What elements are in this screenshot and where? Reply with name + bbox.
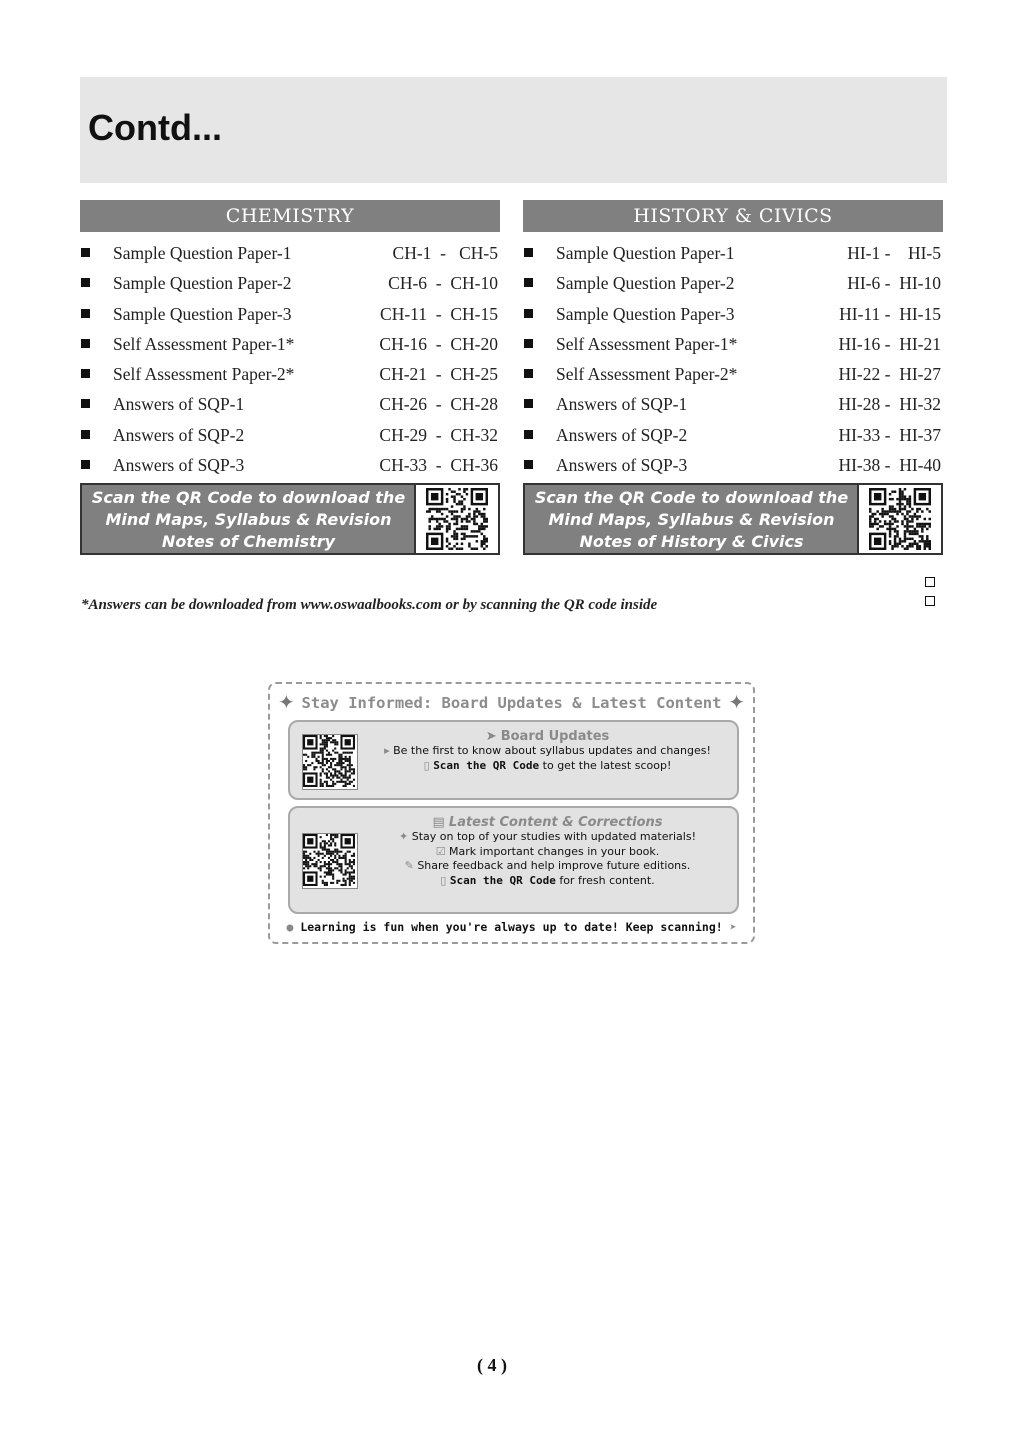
list-item bbox=[523, 299, 947, 329]
card-line bbox=[368, 859, 727, 874]
item-range: HI-11 - HI-15 bbox=[839, 303, 941, 324]
qr-banner-line: Mind Maps, Syllabus & Revision bbox=[105, 510, 392, 530]
item-label: Sample Question Paper-3 bbox=[556, 303, 735, 324]
bullet-icon bbox=[81, 309, 90, 318]
item-range: HI-16 - HI-21 bbox=[838, 333, 941, 354]
item-label: Sample Question Paper-1 bbox=[556, 243, 735, 263]
card-line bbox=[368, 874, 727, 889]
board-updates-title: Board Updates bbox=[500, 729, 610, 744]
page-title: Contd... bbox=[88, 107, 222, 148]
latest-content-title: Latest Content & Corrections bbox=[448, 815, 663, 830]
bullet-icon bbox=[81, 339, 90, 348]
list-item bbox=[80, 420, 504, 450]
item-range: HI-1 - HI-5 bbox=[847, 243, 941, 263]
party-popper-icon: ✦ bbox=[278, 690, 295, 714]
latest-content-line: Stay on top of your studies with updated materials! bbox=[411, 830, 696, 843]
qr-code-icon[interactable] bbox=[302, 833, 358, 889]
chemistry-section bbox=[80, 200, 504, 555]
latest-content-line: Share feedback and help improve future editions. bbox=[417, 859, 691, 872]
card-title bbox=[368, 815, 727, 830]
qr-banner-line: Scan the QR Code to download the bbox=[91, 488, 406, 508]
qr-banner-text bbox=[82, 487, 415, 553]
qr-code-graphic bbox=[869, 488, 931, 550]
bullet-icon bbox=[524, 460, 533, 469]
item-range: CH-1 - CH-5 bbox=[392, 243, 498, 263]
list-item bbox=[80, 238, 504, 268]
qr-code-graphic bbox=[303, 735, 355, 787]
footnote: *Answers can be downloaded from www.oswaalbooks.com or by scanning the QR code inside bbox=[81, 597, 658, 613]
item-label: Answers of SQP-1 bbox=[556, 394, 688, 415]
list-item bbox=[523, 329, 947, 359]
item-range: CH-29 - CH-32 bbox=[379, 424, 498, 445]
list-item bbox=[523, 450, 947, 480]
item-label: Self Assessment Paper-1* bbox=[556, 333, 738, 354]
books-icon: ▤ bbox=[432, 815, 449, 830]
qr-banner-line: Scan the QR Code to download the bbox=[534, 488, 849, 508]
bullet-icon bbox=[81, 248, 90, 257]
bullet-icon bbox=[524, 278, 533, 287]
scan-qr-label: Scan the QR Code bbox=[449, 873, 556, 887]
item-label: Self Assessment Paper-1* bbox=[113, 333, 295, 354]
card-line bbox=[368, 830, 727, 845]
card-body bbox=[368, 729, 727, 773]
scan-qr-label: Scan the QR Code bbox=[433, 758, 540, 772]
item-range: CH-16 - CH-20 bbox=[379, 333, 498, 354]
bullet-icon bbox=[81, 278, 90, 287]
item-range: HI-33 - HI-37 bbox=[838, 424, 941, 445]
promo-footer-text: Learning is fun when you're always up to date! Keep scanning! bbox=[300, 920, 723, 934]
item-label: Self Assessment Paper-2* bbox=[556, 364, 738, 385]
bullet-icon bbox=[81, 369, 90, 378]
pencil-icon: ✎ bbox=[404, 859, 418, 872]
list-item bbox=[523, 420, 947, 450]
card-body bbox=[368, 815, 727, 888]
item-range: CH-26 - CH-28 bbox=[379, 394, 498, 415]
item-label: Sample Question Paper-2 bbox=[113, 273, 292, 294]
bullet-icon bbox=[81, 430, 90, 439]
item-label: Sample Question Paper-1 bbox=[113, 243, 292, 263]
promo-footer bbox=[270, 920, 753, 934]
qr-banner-text bbox=[525, 487, 858, 553]
bullet-icon bbox=[81, 460, 90, 469]
card-line bbox=[368, 744, 727, 759]
bullet-icon bbox=[524, 339, 533, 348]
item-label: Answers of SQP-3 bbox=[556, 455, 688, 476]
item-range: CH-33 - CH-36 bbox=[379, 455, 498, 476]
qr-code-graphic bbox=[303, 834, 355, 886]
page-number: ( 4 ) bbox=[477, 1355, 507, 1375]
item-label: Sample Question Paper-2 bbox=[556, 273, 735, 294]
item-range: HI-6 - HI-10 bbox=[847, 273, 941, 294]
qr-code-icon[interactable] bbox=[857, 485, 941, 553]
rocket-icon: ➤ bbox=[722, 920, 737, 934]
bullet-icon bbox=[524, 369, 533, 378]
qr-code-icon[interactable] bbox=[302, 734, 358, 790]
list-item bbox=[523, 268, 947, 298]
qr-banner-line: Notes of History & Civics bbox=[579, 532, 804, 552]
bullet-icon bbox=[524, 430, 533, 439]
list-item bbox=[80, 389, 504, 419]
phone-icon: ▯ bbox=[440, 873, 450, 887]
item-label: Answers of SQP-3 bbox=[113, 455, 245, 476]
item-label: Self Assessment Paper-2* bbox=[113, 364, 295, 385]
item-label: Sample Question Paper-3 bbox=[113, 303, 292, 324]
qr-banner-line: Notes of Chemistry bbox=[161, 532, 336, 552]
item-range: CH-11 - CH-15 bbox=[380, 303, 498, 324]
qr-banner-line: Mind Maps, Syllabus & Revision bbox=[548, 510, 835, 530]
phone-icon: ▯ bbox=[423, 758, 434, 772]
item-label: Answers of SQP-2 bbox=[113, 424, 245, 445]
list-item bbox=[523, 359, 947, 389]
history-heading: HISTORY & CIVICS bbox=[523, 200, 943, 232]
latest-content-line: Mark important changes in your book. bbox=[449, 844, 660, 858]
qr-code-graphic bbox=[426, 488, 488, 550]
header-band bbox=[80, 77, 947, 183]
list-item bbox=[80, 299, 504, 329]
bullet-icon bbox=[524, 399, 533, 408]
rocket-icon: ➤ bbox=[485, 729, 501, 744]
card-line bbox=[368, 759, 727, 774]
qr-code-icon[interactable] bbox=[414, 485, 498, 553]
sparkle-icon: ✦ bbox=[399, 830, 412, 843]
item-range: HI-28 - HI-32 bbox=[838, 394, 941, 415]
megaphone-icon: ▸ bbox=[384, 744, 394, 757]
latest-content-card bbox=[288, 806, 739, 914]
list-item bbox=[80, 329, 504, 359]
item-range: HI-22 - HI-27 bbox=[838, 364, 941, 385]
promo-box bbox=[268, 682, 755, 944]
card-line bbox=[368, 845, 727, 860]
list-item bbox=[523, 389, 947, 419]
history-list bbox=[523, 238, 947, 480]
item-label: Answers of SQP-1 bbox=[113, 394, 245, 415]
bullet-icon bbox=[524, 248, 533, 257]
bullet-icon bbox=[524, 309, 533, 318]
bullet-icon bbox=[81, 399, 90, 408]
check-icon: ☑ bbox=[435, 844, 450, 858]
end-mark-icon bbox=[925, 572, 945, 582]
chemistry-qr-banner bbox=[80, 483, 500, 555]
list-item bbox=[80, 450, 504, 480]
latest-content-line: for fresh content. bbox=[555, 873, 655, 887]
promo-title: Stay Informed: Board Updates & Latest Content bbox=[301, 694, 722, 712]
lightbulb-icon: ● bbox=[286, 920, 301, 934]
board-updates-line: Be the first to know about syllabus updates and changes! bbox=[393, 744, 711, 757]
chemistry-heading: CHEMISTRY bbox=[80, 200, 500, 232]
list-item bbox=[80, 359, 504, 389]
list-item bbox=[523, 238, 947, 268]
item-label: Answers of SQP-2 bbox=[556, 424, 688, 445]
board-updates-line: to get the latest scoop! bbox=[539, 758, 672, 772]
card-title bbox=[368, 729, 727, 744]
list-item bbox=[80, 268, 504, 298]
chemistry-list bbox=[80, 238, 504, 480]
party-popper-icon: ✦ bbox=[728, 690, 745, 714]
history-section bbox=[523, 200, 947, 555]
item-range: HI-38 - HI-40 bbox=[838, 455, 941, 476]
board-updates-card bbox=[288, 720, 739, 800]
item-range: CH-21 - CH-25 bbox=[379, 364, 498, 385]
history-qr-banner bbox=[523, 483, 943, 555]
item-range: CH-6 - CH-10 bbox=[388, 273, 498, 294]
